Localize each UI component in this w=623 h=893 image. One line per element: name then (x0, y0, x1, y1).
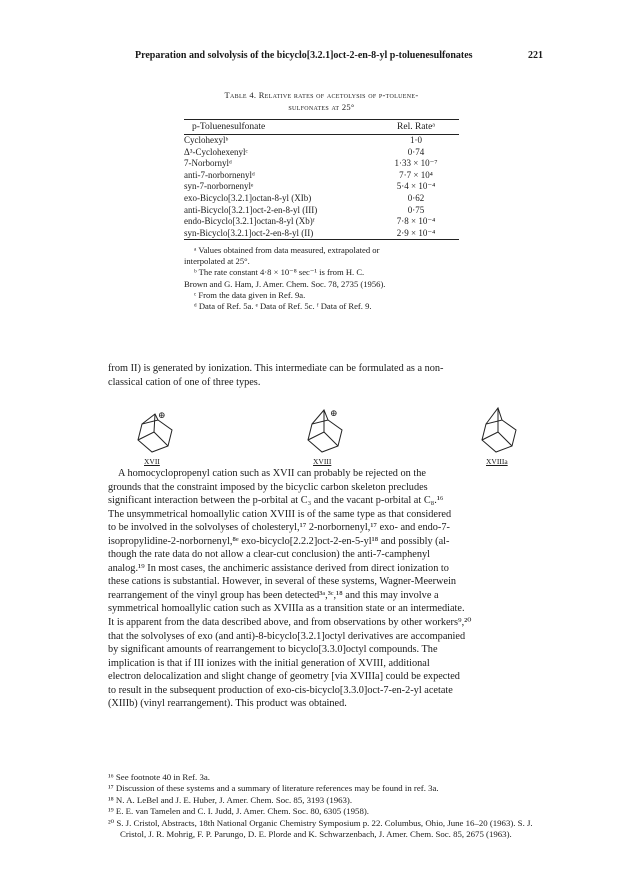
cation-structures-drawing (108, 406, 538, 456)
footnote: ¹⁸ N. A. LeBel and J. E. Huber, J. Amer. Chem. Soc. 85, 3193 (1963). (108, 794, 353, 805)
text-line: these cations is substantial. However, in several of these systems, Wagner-Meerwein (108, 576, 457, 588)
relative-rate: 5·4 × 10⁻⁴ (396, 181, 436, 192)
structure-row (108, 406, 538, 466)
tosylate-name: 7-Norbornylᵈ (184, 158, 232, 169)
structure-label: XVIIIa (486, 457, 508, 466)
table-row (184, 158, 459, 170)
column-header-tosylate: p-Toluenesulfonate (192, 122, 266, 132)
relative-rate: 0·74 (407, 146, 425, 157)
table-note: ᵇ The rate constant 4·8 × 10⁻⁸ sec⁻¹ is from H. C. (194, 267, 365, 278)
footnote: ¹⁹ E. E. van Tamelen and C. I. Judd, J. Amer. Chem. Soc. 80, 6305 (1958). (108, 806, 369, 817)
tosylate-name: anti-Bicyclo[3.2.1]oct-2-en-8-yl (III) (184, 204, 318, 215)
text-line: (XIIIb) (vinyl rearrangement). This product was obtained. (108, 698, 347, 710)
main-paragraph (108, 467, 538, 711)
column-header-rate: Rel. Rateᵃ (397, 122, 435, 132)
relative-rate: 1·0 (410, 135, 422, 145)
structure-XVIIIa-drawing (482, 408, 516, 452)
table-row (184, 181, 459, 193)
table-note: Brown and G. Ham, J. Amer. Chem. Soc. 78, 2735 (1956). (184, 278, 386, 289)
relative-rate: 1·33 × 10⁻⁷ (394, 158, 438, 169)
text-line: implication is that if III ionizes with the initial generation of XVIII, additional (108, 657, 430, 669)
text-line: symmetrical homoallylic cation such as XVIIIa as a transition state or an intermediate. (108, 603, 465, 615)
table-row (184, 193, 459, 205)
table-caption-line: sulfonates at 25° (288, 102, 355, 112)
rates-table (184, 119, 459, 240)
footnote: ¹⁶ See footnote 40 in Ref. 3a. (108, 772, 210, 782)
table-header-row (184, 120, 459, 134)
intro-paragraph (108, 362, 538, 389)
footnotes (108, 772, 538, 840)
structure-label: XVIII (313, 457, 332, 466)
structure-label: XVII (144, 457, 160, 466)
relative-rate: 7·7 × 10⁴ (399, 169, 433, 180)
structure-XVII-drawing (138, 414, 172, 452)
table-row (184, 147, 459, 159)
text-line: from II) is generated by ionization. This intermediate can be formulated as a non- (108, 363, 444, 374)
table-row (184, 135, 459, 147)
table-note: ᶜ From the data given in Ref. 9a. (194, 289, 306, 300)
table-row (184, 228, 459, 240)
tosylate-name: exo-Bicyclo[3.2.1]octan-8-yl (XIb) (184, 192, 312, 203)
table-note: ᵈ Data of Ref. 5a. ᵉ Data of Ref. 5c. ᶠ Data of Ref. 9. (194, 301, 372, 312)
relative-rate: 2·9 × 10⁻⁴ (396, 227, 436, 238)
relative-rate: 7·8 × 10⁻⁴ (396, 216, 436, 227)
text-line: rearrangement of the vinyl group has been detected³ᵃ,³ᶜ,¹⁸ and this may involve a (108, 589, 439, 601)
text-line: to be involved in the solvolyses of cholesteryl,¹⁷ 2-norbornenyl,¹⁷ exo- and endo-7- (108, 522, 450, 534)
text-line: that the solvolyses of exo (and anti)-8-bicyclo[3.2.1]octyl derivatives are accompanied (108, 630, 466, 642)
relative-rate: 0·62 (407, 192, 425, 203)
text-line: by significant amounts of rearrangement to bicyclo[3.3.0]octyl compounds. The (108, 644, 438, 656)
table-row (184, 170, 459, 182)
running-header (135, 50, 543, 61)
table-note: ᵃ Values obtained from data measured, extrapolated or (194, 245, 380, 255)
footnote: ²⁰ S. J. Cristol, Abstracts, 18th National Organic Chemistry Symposium p. 22. Columbus, Ohio, June 16–20 (1963). S. J. Cristol, J. R. Mohrig, F. P. Parungo, D. E. Plorde and K. Schwarzenbach, J. Amer. Chem. Soc. 85, 2675 (1963). (108, 817, 533, 840)
text-line: though the rate data do not allow a clear-cut conclusion) the anti-7-camphenyl (108, 549, 431, 561)
text-line: grounds that the constraint imposed by the bicyclic carbon skeleton precludes (108, 481, 428, 493)
table-notes (184, 245, 464, 312)
running-title: Preparation and solvolysis of the bicyclo[3.2.1]oct-2-en-8-yl p-toluenesulfonates (135, 50, 473, 61)
text-line: significant interaction between the p-orbital at C₃ and the vacant p-orbital at C₈.¹⁶ (108, 495, 444, 507)
tosylate-name: Cyclohexylᵇ (184, 135, 229, 145)
relative-rate: 0·75 (407, 204, 425, 215)
page-number: 221 (528, 50, 543, 61)
tosylate-name: Δ³-Cyclohexenylᶜ (184, 146, 248, 157)
text-line: analog.¹⁹ In most cases, the anchimeric assistance derived from direct ionization to (108, 562, 449, 574)
tosylate-name: syn-Bicyclo[3.2.1]oct-2-en-8-yl (II) (184, 227, 314, 238)
text-line: It is apparent from the data described above, and from observations by other workers⁹,²⁰ (108, 617, 472, 629)
table-note: interpolated at 25°. (184, 256, 250, 267)
text-line: A homocyclopropenyl cation such as XVII can probably be rejected on the (118, 468, 426, 479)
table-caption-line: Table 4. Relative rates of acetolysis of p-toluene- (224, 90, 419, 100)
table-row (184, 216, 459, 228)
table-row (184, 205, 459, 217)
cation-charge-mark: ⊕ (330, 408, 338, 418)
text-line: classical cation of one of three types. (108, 376, 261, 388)
text-line: to result in the subsequent production of exo-cis-bicyclo[3.3.0]oct-7-en-2-yl acetate (108, 684, 453, 696)
text-line: isopropylidine-2-norbornenyl,⁸ᵉ exo-bicyclo[2.2.2]oct-2-en-5-yl¹⁸ and possibly (al- (108, 535, 450, 547)
tosylate-name: endo-Bicyclo[3.2.1]octan-8-yl (Xb)ᶠ (184, 216, 315, 227)
tosylate-name: anti-7-norbornenylᵈ (184, 169, 255, 180)
footnote: ¹⁷ Discussion of these systems and a summary of literature references may be found in ref. 3a. (108, 783, 439, 794)
table-caption (184, 89, 459, 113)
text-line: The unsymmetrical homoallylic cation XVIII is of the same type as that considered (108, 508, 452, 520)
table-bottom-rule (184, 239, 459, 240)
cation-charge-mark: ⊕ (158, 410, 166, 420)
text-line: electron delocalization and slight change of geometry [via XVIIIa] could be expected (108, 671, 460, 683)
tosylate-name: syn-7-norbornenylᵉ (184, 181, 254, 192)
